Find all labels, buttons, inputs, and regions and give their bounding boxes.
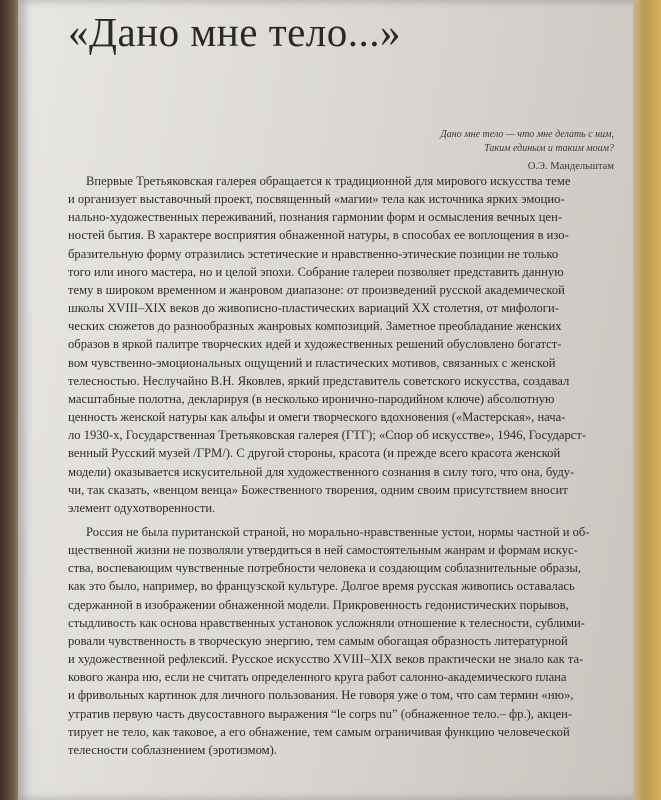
- text-line: и художественной рефлексий. Русское искусство XVIII–XIX веков практически не знало как та-: [68, 652, 584, 667]
- text-line: и организует выставочный проект, посвященный «магии» тела как источника ярких эмоцио-: [68, 192, 565, 207]
- epigraph-author: О.Э. Мандельштам: [527, 161, 614, 172]
- text-line: ческих сюжетов до разнообразных жанровых композиций. Заметное преобладание женских: [68, 319, 562, 334]
- book-page: [18, 0, 636, 800]
- epigraph-line: Таким единым и таким моим?: [484, 143, 614, 154]
- text-line: ства, воспевающим чувственные потребности человека и создающим соблазнительные образы,: [68, 561, 582, 576]
- text-line: Россия не была пуританской страной, но морально-нравственные устои, нормы частной и об-: [86, 524, 590, 539]
- text-line: телесности соблазнением (эротизмом).: [68, 742, 277, 757]
- text-line: ностей бытия. В характере восприятия обнаженной натуры, в способах ее воплощения в изо-: [68, 228, 569, 243]
- text-line: масштабные полотна, декларируя (в несколько иронично-пародийном ключе) абсолютную: [68, 391, 555, 406]
- text-line: образов в яркой палитре творческих идей и художественных решений обусловлено богатст-: [68, 337, 562, 352]
- text-line: школы XVIII–XIX веков до живописно-пластических вариаций XX столетия, от мифологи-: [68, 301, 559, 316]
- text-line: элемент одухотворенности.: [68, 500, 216, 515]
- text-line: венный Русский музей /ГРМ/). С другой стороны, красота (и прежде всего красота женской: [68, 446, 561, 461]
- text-line: того или иного мастера, но и целой эпохи. Собрание галереи позволяет представить данную: [68, 264, 564, 279]
- text-line: и фривольных картинок для личного пользования. Не говоря уже о том, что сам термин «ню»,: [68, 688, 574, 703]
- text-line: как это было, например, во французской культуре. Долгое время русская живопись оставалась: [68, 579, 575, 594]
- paragraph: [68, 523, 623, 759]
- page-title: «Дано мне тело...»: [68, 9, 402, 55]
- text-line: чи, так сказать, «венцом венца» Божественного творения, одним своим присутствием вносит: [68, 482, 568, 497]
- book-cover-edge: [633, 0, 661, 800]
- paragraph: [68, 172, 623, 517]
- text-line: стыдливость как основа нравственных установок усложняли отношение к телесности, сублими-: [68, 615, 585, 630]
- text-line: ло 1930-х, Государственная Третьяковская галерея (ГТГ); «Спор об искусстве», 1946, Государст-: [68, 428, 587, 443]
- text-line: вом чувственно-эмоциональных ощущений и пластических мотивов, связанных с женской: [68, 355, 556, 370]
- text-line: модели) оказывается искусительной для художественного сознания в силу того, что она, буду-: [68, 464, 575, 479]
- epigraph-line: Дано мне тело — что мне делать с ним,: [440, 129, 614, 140]
- text-line: Впервые Третьяковская галерея обращается к традиционной для мирового искусства теме: [86, 174, 571, 188]
- text-line: нально-художественных переживаний, познания гармонии форм и осмысления вечных цен-: [68, 210, 563, 225]
- text-line: кового жанра ню, если не считать определенного круга работ салонно-академического плана: [68, 670, 567, 685]
- text-line: тирует не тело, как таковое, а его обнажение, тем самым ограничивая функцию человеческой: [68, 724, 570, 739]
- body-text: [68, 172, 623, 759]
- epigraph: [314, 128, 614, 174]
- text-line: ценность женской натуры как альфы и омеги творческого вдохновения («Мастерская», нача-: [68, 410, 566, 425]
- text-line: тему в широком временном и жанровом диапазоне: от произведений русской академической: [68, 282, 565, 297]
- text-line: щественной жизни не позволяли утвердиться в ней самостоятельным жанрам и формам искус-: [68, 543, 578, 558]
- text-line: сдержанной в изображении обнаженной модели. Прикровенность гедонистических порывов,: [68, 597, 569, 612]
- text-line: утратив первую часть двусоставного выражения “le corps nu” (обнаженное тело.– фр.), акцен-: [68, 706, 573, 721]
- text-line: ровали чувственность в творческую энергию, тем самым обогащая образность литературной: [68, 633, 568, 648]
- text-line: телесностью. Неслучайно В.Н. Яковлев, яркий представитель советского искусства, создавал: [68, 373, 570, 388]
- text-line: бразительную форму отразились эстетические и нравственно-этические позиции не только: [68, 246, 559, 261]
